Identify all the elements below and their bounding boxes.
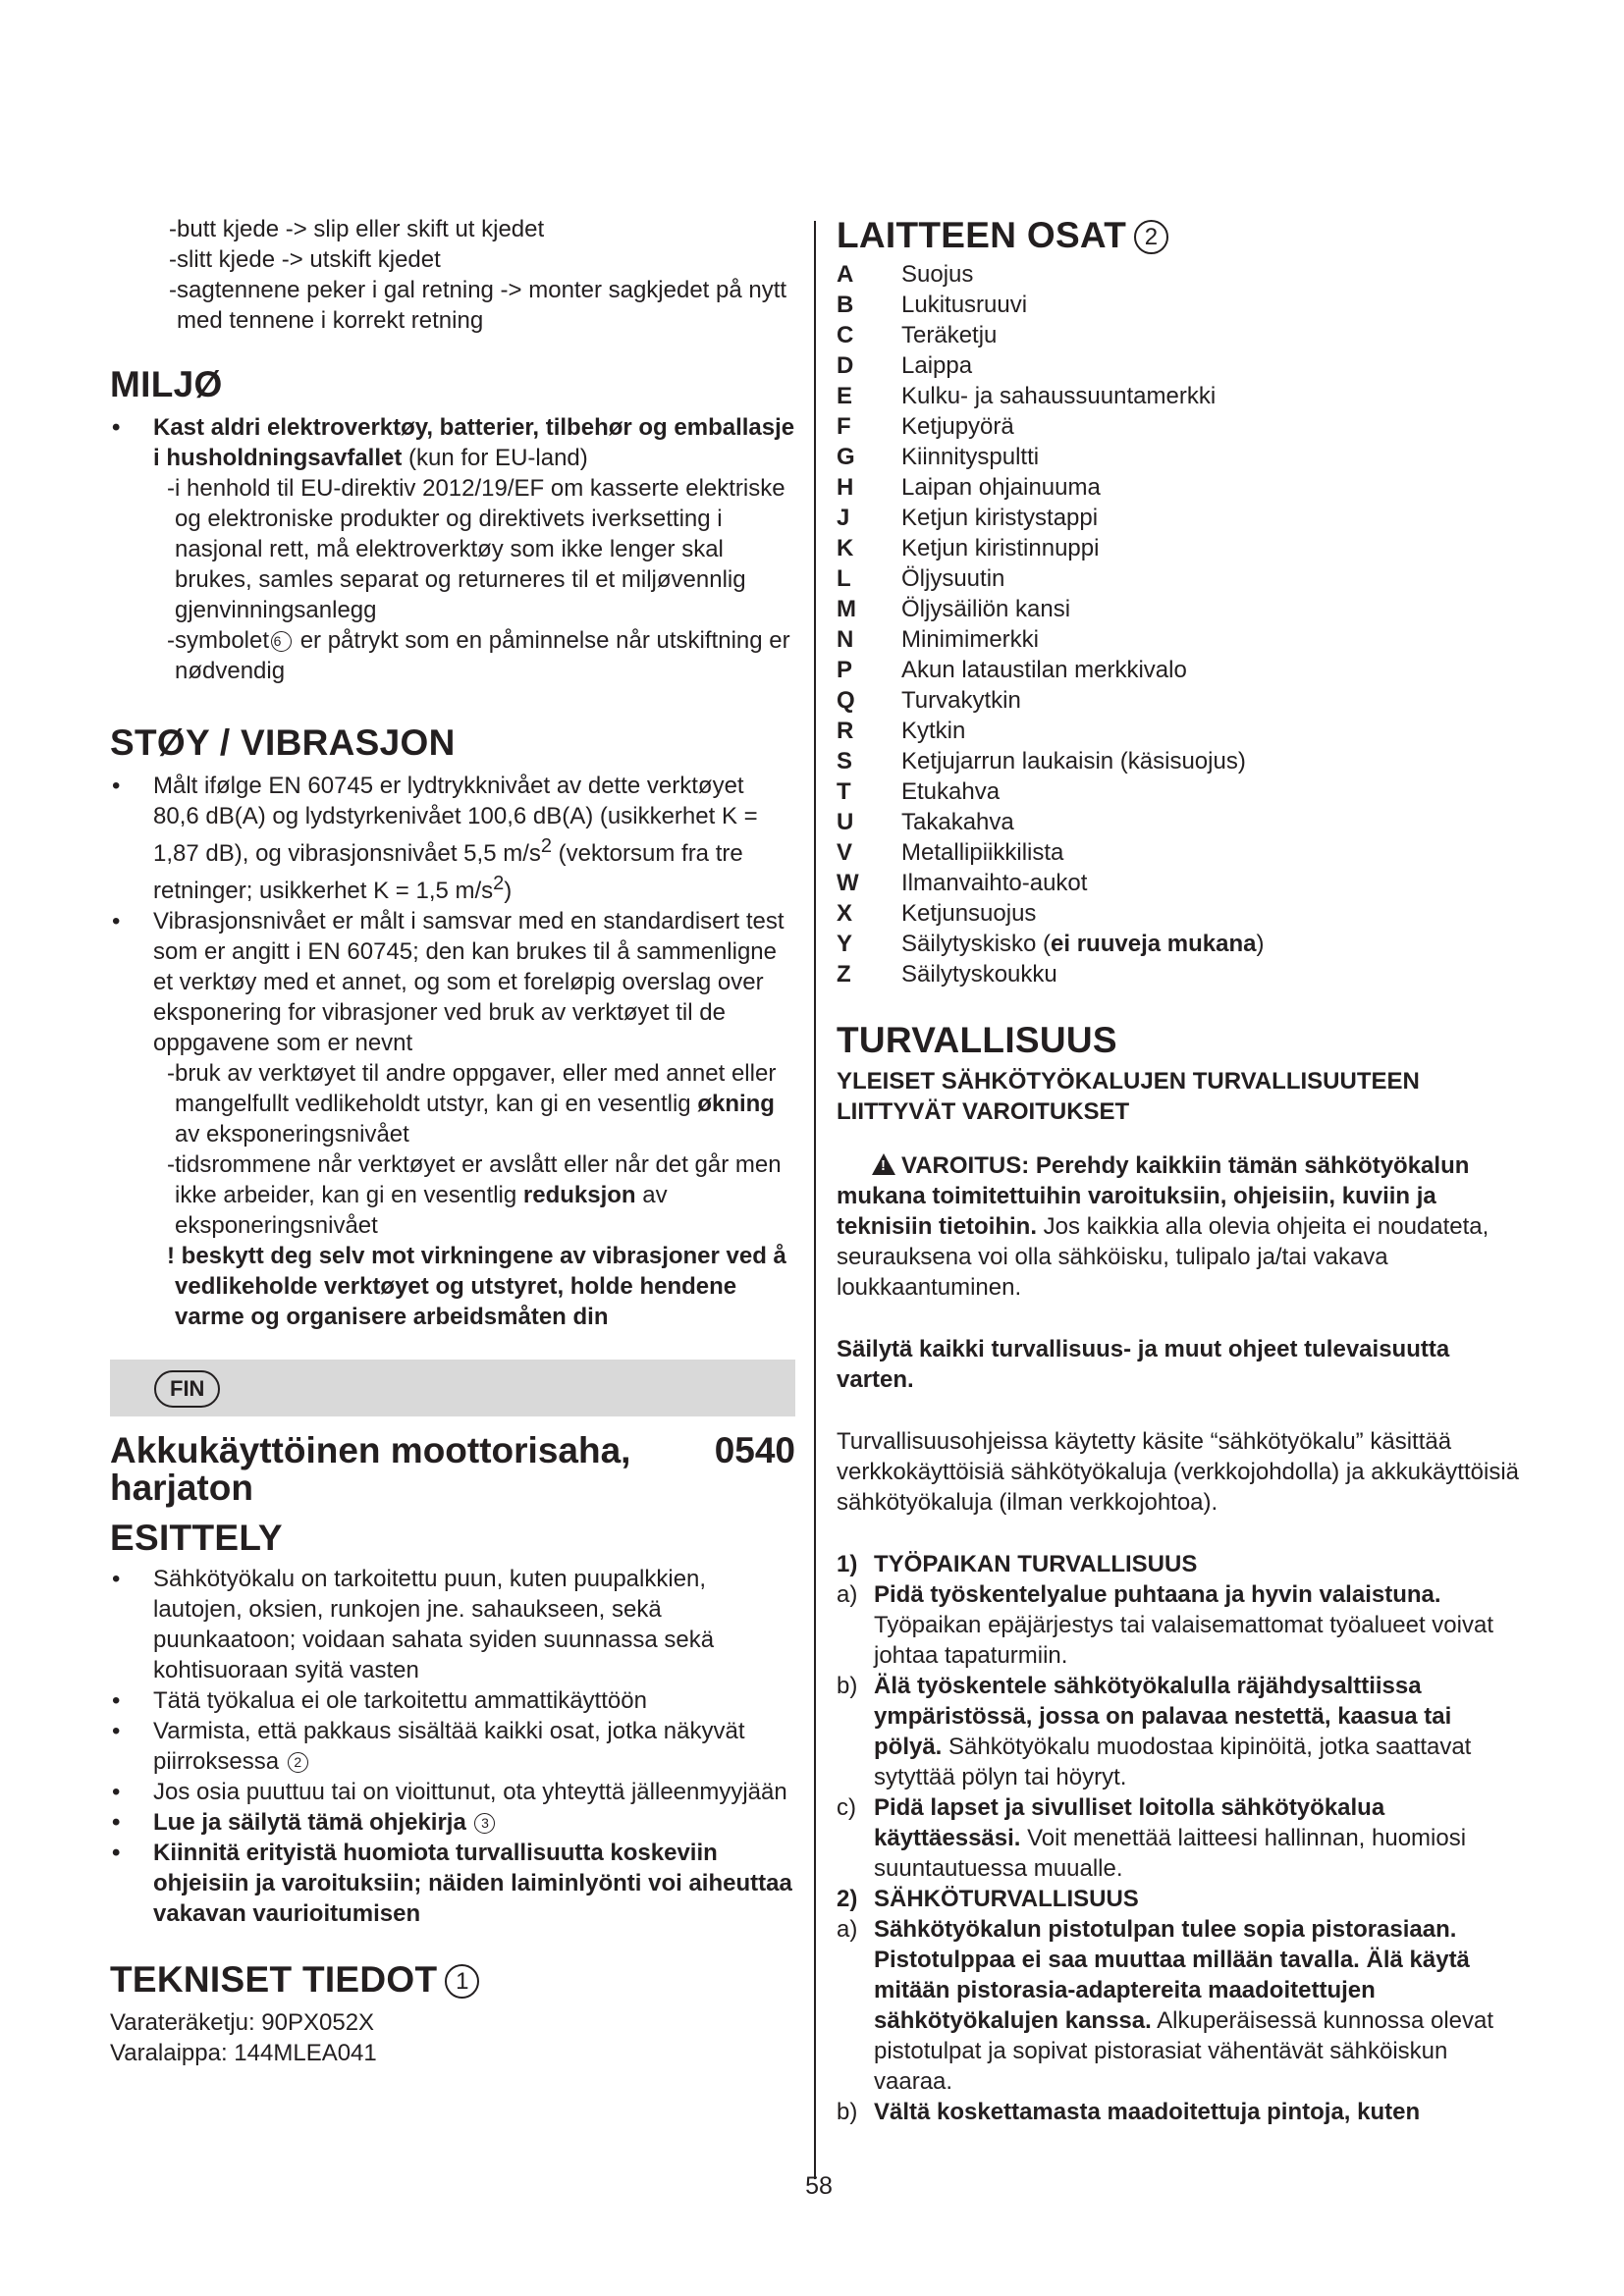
parts-key: H bbox=[837, 474, 854, 501]
parts-label: Ketjun kiristystappi bbox=[901, 505, 1099, 531]
miljo-heading: MILJØ bbox=[110, 364, 223, 404]
esittely-bullet-6: • Kiinnitä erityistä huomiota turvallisuutta koskeviin ohjeisiin ja varoituksiin; näiden laiminlyönti voi aiheuttaa vakavan vaurioitumisen bbox=[110, 1838, 795, 1929]
parts-item-y: Y Säilytyskisko (ei ruuveja mukana) bbox=[837, 931, 1265, 957]
parts-key: P bbox=[837, 657, 853, 683]
language-bar bbox=[110, 1360, 795, 1416]
parts-key: F bbox=[837, 413, 851, 440]
parts-key: E bbox=[837, 383, 853, 409]
stoy-bullet-2: • Vibrasjonsnivået er målt i samsvar med en standardisert test som er angitt i EN 60745; den kan brukes til å sammenligne et verktøy med et annet, og som et foreløpig overslag over eksponering for vibrasjoner ved bruk av verktøyet til de oppgavene som er nevnt bbox=[110, 906, 795, 1058]
parts-item bbox=[837, 594, 1524, 624]
general-warning: !VAROITUS: Perehdy kaikkiin tämän sähkötyökalun mukana toimitettuihin varoituksiin, ohjeisiin, kuviin ja teknisiin tietoihin. Jos kaikkia alla olevia ohjeita ei noudateta, seurauksena voi olla sähköisku, tulipalo ja/tai vakava loukkaantuminen. bbox=[837, 1150, 1524, 1303]
parts-key: S bbox=[837, 748, 853, 774]
power-tool-definition: Turvallisuusohjeissa käytetty käsite “sähkötyökalu” käsittää verkkokäyttöisiä sähkötyökaluja (verkkojohdolla) ja akkukäyttöisiä sähkötyökaluja (ilman verkkojohtoa). bbox=[837, 1428, 1519, 1516]
column-divider bbox=[814, 221, 816, 2179]
parts-key: B bbox=[837, 292, 854, 318]
spare-chain: Varateräketju: 90PX052X bbox=[110, 2009, 375, 2036]
parts-label: Metallipiikkilista bbox=[901, 839, 1064, 866]
right-column bbox=[837, 214, 1524, 2127]
parts-label: Öljysäiliön kansi bbox=[901, 596, 1071, 622]
item-1c: c) Pidä lapset ja sivulliset loitolla sähkötyökalua käyttäessäsi. Voit menettää laitteesi hallinnan, huomiosi suuntautuessa muualle. bbox=[837, 1794, 1467, 1882]
esittely-bullet-4: • Jos osia puuttuu tai on vioittunut, ota yhteyttä jälleenmyyjään bbox=[110, 1777, 795, 1807]
figure-ref-6: 6 bbox=[271, 631, 292, 652]
miljo-line-2: -symbolet 6 er påtrykt som en påminnelse når utskiftning er nødvendig bbox=[167, 627, 790, 684]
parts-key: A bbox=[837, 261, 854, 288]
parts-label: Laippa bbox=[901, 352, 973, 379]
parts-key: G bbox=[837, 444, 855, 470]
parts-item bbox=[837, 381, 1524, 411]
parts-key: L bbox=[837, 565, 851, 592]
parts-key: N bbox=[837, 626, 854, 653]
tekniset-heading: TEKNISET TIEDOT 1 bbox=[110, 1958, 795, 2002]
parts-item bbox=[837, 350, 1524, 381]
item-1a-text: Työpaikan epäjärjestys tai valaisemattomat työalueet voivat johtaa tapaturmiin. bbox=[874, 1612, 1493, 1669]
item-1b: b) Älä työskentele sähkötyökalulla räjähdysalttiissa ympäristössä, jossa on palavaa nestettä, kaasua tai pölyä. Sähkötyökalu muodostaa kipinöitä, jotka saattavat sytyttää pölyn tai höyryt. bbox=[837, 1673, 1472, 1790]
product-title: Akkukäyttöinen moottorisaha, harjaton bbox=[110, 1430, 631, 1508]
parts-key: C bbox=[837, 322, 854, 348]
parts-item-z: Z Säilytyskoukku bbox=[837, 961, 1057, 988]
parts-item bbox=[837, 685, 1524, 716]
parts-item bbox=[837, 259, 1524, 290]
parts-key: V bbox=[837, 839, 853, 866]
parts-item bbox=[837, 563, 1524, 594]
parts-label: Kiinnityspultti bbox=[901, 444, 1040, 470]
parts-label: Minimimerkki bbox=[901, 626, 1039, 653]
parts-item bbox=[837, 442, 1524, 472]
section-2-heading: 2) SÄHKÖTURVALLISUUS bbox=[837, 1886, 1139, 1912]
parts-key: R bbox=[837, 718, 854, 744]
miljo-line-1: -i henhold til EU-direktiv 2012/19/EF om kasserte elektriske og elektroniske produkter og direktivets iverksetting i nasjonal rett, må elektroverktøy som ikke lenger skal brukes, samles separat og returneres til et miljøvennlig gjenvinningsanlegg bbox=[167, 475, 785, 623]
parts-label: Akun lataustilan merkkivalo bbox=[901, 657, 1187, 683]
parts-label: Takakahva bbox=[901, 809, 1014, 835]
figure-ref-2: 2 bbox=[288, 1752, 308, 1773]
item-2a: a) Sähkötyökalun pistotulpan tulee sopia pistorasiaan. Pistotulppaa ei saa muuttaa millään tavalla. Älä käytä mitään pistorasia-adaptereita maadoitettujen sähkötyökalujen kanssa. Alkuperäisessä kunnossa olevat pistotulpat ja sopivat pistorasiat vähentävät sähköiskun vaaraa. bbox=[837, 1916, 1494, 2095]
keep-instructions: Säilytä kaikki turvallisuus- ja muut ohjeet tulevaisuutta varten. bbox=[837, 1336, 1450, 1393]
parts-label: Suojus bbox=[901, 261, 974, 288]
parts-item bbox=[837, 776, 1524, 807]
parts-label: Etukahva bbox=[901, 778, 1001, 805]
parts-item bbox=[837, 807, 1524, 837]
chain-line-1: -butt kjede -> slip eller skift ut kjedet bbox=[169, 216, 545, 242]
stoy-heading: STØY / VIBRASJON bbox=[110, 722, 456, 763]
parts-item bbox=[837, 320, 1524, 350]
figure-ref-1: 1 bbox=[445, 1964, 479, 1999]
parts-item bbox=[837, 290, 1524, 320]
stoy-sub-2: -tidsrommene når verktøyet er avslått eller når det går men ikke arbeider, kan gi en vesentlig reduksjon av eksponeringsnivået bbox=[167, 1151, 782, 1239]
esittely-bullet-3: • Varmista, että pakkaus sisältää kaikki osat, jotka näkyvät piirroksessa 2 bbox=[110, 1716, 795, 1777]
parts-key: Q bbox=[837, 687, 855, 714]
section-1-heading: 1) TYÖPAIKAN TURVALLISUUS bbox=[837, 1551, 1198, 1577]
parts-label: Öljysuutin bbox=[901, 565, 1005, 592]
parts-label: Laipan ohjainuuma bbox=[901, 474, 1101, 501]
chain-line-3: -sagtennene peker i gal retning -> monter sagkjedet på nytt med tennene i korrekt retning bbox=[169, 277, 787, 334]
chain-troubleshooting bbox=[110, 214, 795, 336]
turva-subheading: YLEISET SÄHKÖTYÖKALUJEN TURVALLISUUTEEN LIITTYVÄT VAROITUKSET bbox=[837, 1068, 1420, 1125]
product-code: 0540 bbox=[714, 1430, 795, 1470]
laitteen-heading: LAITTEEN OSAT 2 bbox=[837, 214, 1524, 257]
parts-label: Ketjun kiristinnuppi bbox=[901, 535, 1100, 561]
parts-item bbox=[837, 472, 1524, 503]
parts-key: D bbox=[837, 352, 854, 379]
esittely-bullet-5: • Lue ja säilytä tämä ohjekirja 3 bbox=[110, 1807, 795, 1838]
parts-key: T bbox=[837, 778, 851, 805]
parts-label: Ketjujarrun laukaisin (käsisuojus) bbox=[901, 748, 1246, 774]
parts-key: K bbox=[837, 535, 854, 561]
parts-label: Teräketju bbox=[901, 322, 998, 348]
parts-label: Lukitusruuvi bbox=[901, 292, 1028, 318]
left-column bbox=[110, 214, 795, 2068]
product-title-row bbox=[110, 1432, 795, 1507]
parts-item bbox=[837, 503, 1524, 533]
stoy-warning: ! beskytt deg selv mot virkningene av vibrasjoner ved å vedlikeholde verktøyet og utstyret, holde hendene varme og organisere arbeidsmåten din bbox=[167, 1243, 786, 1330]
parts-label: Ketjunsuojus bbox=[901, 900, 1037, 927]
esittely-bullet-1: • Sähkötyökalu on tarkoitettu puun, kuten puupalkkien, lautojen, oksien, runkojen jne. sahaukseen, sekä puunkaatoon; voidaan sahata syiden suunnassa sekä kohtisuoraan syitä vasten bbox=[110, 1564, 795, 1685]
parts-key: X bbox=[837, 900, 853, 927]
parts-key: U bbox=[837, 809, 854, 835]
parts-item bbox=[837, 533, 1524, 563]
item-1a: a) Pidä työskentelyalue puhtaana ja hyvin valaistuna. bbox=[837, 1581, 1441, 1608]
parts-key: J bbox=[837, 505, 850, 531]
parts-label: Kytkin bbox=[901, 718, 966, 744]
page-number: 58 bbox=[805, 2172, 833, 2200]
parts-item bbox=[837, 898, 1524, 929]
figure-ref-3: 3 bbox=[474, 1813, 495, 1834]
parts-key: W bbox=[837, 870, 859, 896]
esittely-bullet-2: • Tätä työkalua ei ole tarkoitettu ammattikäyttöön bbox=[110, 1685, 795, 1716]
parts-label: Ketjupyörä bbox=[901, 413, 1014, 440]
parts-item bbox=[837, 868, 1524, 898]
esittely-heading: ESITTELY bbox=[110, 1518, 283, 1558]
miljo-bullet: • Kast aldri elektroverktøy, batterier, tilbehør og emballasje i husholdningsavfallet (kun for EU-land) bbox=[110, 412, 795, 473]
parts-list bbox=[837, 259, 1524, 989]
parts-item bbox=[837, 655, 1524, 685]
language-badge-fin: FIN bbox=[154, 1370, 220, 1408]
item-2b: b) Vältä koskettamasta maadoitettuja pintoja, kuten bbox=[837, 2099, 1421, 2125]
parts-key: M bbox=[837, 596, 856, 622]
figure-ref-2-large: 2 bbox=[1134, 220, 1168, 254]
turva-heading: TURVALLISUUS bbox=[837, 1020, 1117, 1060]
parts-label: Turvakytkin bbox=[901, 687, 1021, 714]
parts-item bbox=[837, 837, 1524, 868]
parts-item bbox=[837, 716, 1524, 746]
parts-label: Ilmanvaihto-aukot bbox=[901, 870, 1088, 896]
parts-item bbox=[837, 624, 1524, 655]
chain-line-2: -slitt kjede -> utskift kjedet bbox=[169, 246, 441, 273]
parts-label: Kulku- ja sahaussuuntamerkki bbox=[901, 383, 1217, 409]
stoy-sub-1: -bruk av verktøyet til andre oppgaver, eller med annet eller mangelfullt vedlikeholdt utstyr, kan gi en vesentlig økning av eksponeringsnivået bbox=[167, 1060, 777, 1148]
parts-item bbox=[837, 411, 1524, 442]
parts-item bbox=[837, 746, 1524, 776]
stoy-bullet-1: • Målt ifølge EN 60745 er lydtrykknivået av dette verktøyet 80,6 dB(A) og lydstyrkenivået 100,6 dB(A) (usikkerhet K = 1,87 dB), og vibrasjonsnivået 5,5 $m/s^2$ (vektorsum fra tre retninger; usikkerhet K = 1,5 $m/s^2$) bbox=[110, 771, 795, 906]
warning-triangle-icon bbox=[872, 1153, 895, 1175]
spare-bar: Varalaippa: 144MLEA041 bbox=[110, 2040, 377, 2066]
